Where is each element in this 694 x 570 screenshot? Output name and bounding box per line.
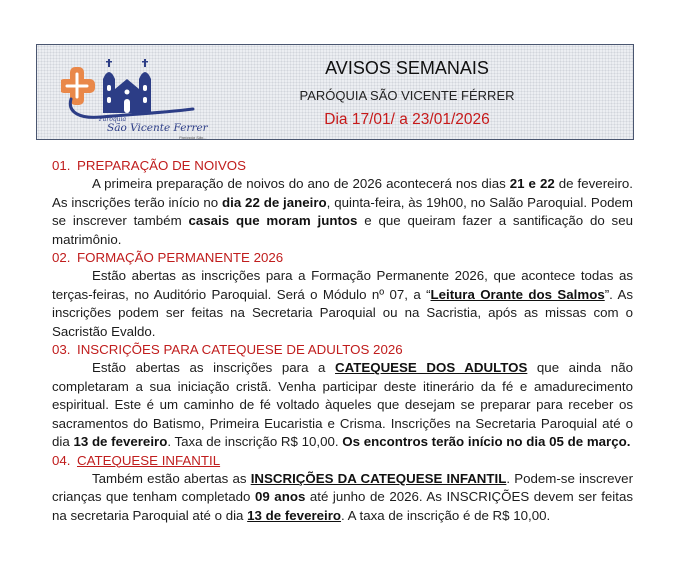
- bold-text: 21 e 22: [509, 176, 555, 192]
- parish-name: PARÓQUIA SÃO VICENTE FÉRRER: [299, 88, 515, 103]
- section-heading: [52, 249, 633, 267]
- section-number: 02.: [52, 250, 71, 266]
- bold-text: 13 de fevereiro: [73, 434, 168, 450]
- logo-name: São Vicente Ferrer: [107, 122, 208, 134]
- section-title: CATEQUESE INFANTIL: [77, 452, 221, 468]
- bold-text: Leitura Orante dos Salmos: [430, 286, 605, 302]
- logo-caption: Paróquia: [99, 116, 127, 123]
- bold-text: INSCRIÇÕES DA CATEQUESE INFANTIL: [250, 470, 507, 486]
- section-number: 04.: [52, 452, 71, 468]
- section-number: 01.: [52, 158, 71, 173]
- section-title: FORMAÇÃO PERMANENTE 2026: [77, 250, 284, 266]
- bold-text: 13 de fevereiro: [247, 507, 342, 523]
- section-body: Estão abertas as inscrições para a CATEQUESE DOS ADULTOS que ainda não completaram a sua iniciação cristã. Venha participar deste itinerário da fé e amadurecimento espiritual. Este é um caminho de fé voltado àqueles que desejam se preparar para receber os sacramentos do Batismo, Primeira Eucaristia e Crisma. Inscrições na Secretaria Paroquial até o dia 13 de fevereiro. Taxa de inscrição R$ 10,00. Os encontros terão início no dia 05 de março.: [52, 360, 633, 450]
- notices-content: [52, 157, 633, 525]
- header-box: [36, 44, 634, 140]
- section-body: A primeira preparação de noivos do ano de 2026 acontecerá nos dias 21 e 22 de fevereiro. As inscrições terão início no dia 22 de janeiro, quinta-feira, às 19h00, no Salão Paroquial. Podem se inscrever também casais que moram juntos e que queiram fazer a santificação do seu matrimônio.: [52, 176, 633, 247]
- bold-text: CATEQUESE DOS ADULTOS: [335, 360, 528, 376]
- section-body: Também estão abertas as INSCRIÇÕES DA CATEQUESE INFANTIL. Podem-se inscrever crianças que tenham completado 09 anos até junho de 2026. As INSCRIÇÕES devem ser feitas na secretaria Paroquial até o dia 13 de fevereiro. A taxa de inscrição é de R$ 10,00.: [52, 470, 633, 523]
- date-range: Dia 17/01/ a 23/01/2026: [324, 111, 490, 128]
- section-heading: [52, 157, 633, 175]
- section-body: Estão abertas as inscrições para a Formação Permanente 2026, que acontece todas as terças-feiras, no Auditório Paroquial. Será o Módulo nº 07, a “Leitura Orante dos Salmos”. As inscrições podem ser feitas na Secretaria Paroquial ou na Sacristia, após as missas com o Sacristão Evaldo.: [52, 268, 633, 339]
- bold-text: casais que moram juntos: [188, 213, 358, 229]
- bold-text: dia 22 de janeiro: [222, 194, 327, 210]
- section-heading: [52, 452, 633, 470]
- section-title: INSCRIÇÕES PARA CATEQUESE DE ADULTOS 2026: [77, 342, 403, 358]
- bold-text: 09 anos: [254, 489, 306, 505]
- section-title: PREPARAÇÃO DE NOIVOS: [77, 158, 246, 173]
- parish-logo: [61, 55, 211, 140]
- page-title: AVISOS SEMANAIS: [325, 58, 489, 78]
- logo-subcaption: Paróquia São...: [179, 135, 207, 140]
- bold-text: Os encontros terão início no dia 05 de março.: [342, 434, 631, 450]
- section-number: 03.: [52, 342, 71, 358]
- section-heading: [52, 341, 633, 359]
